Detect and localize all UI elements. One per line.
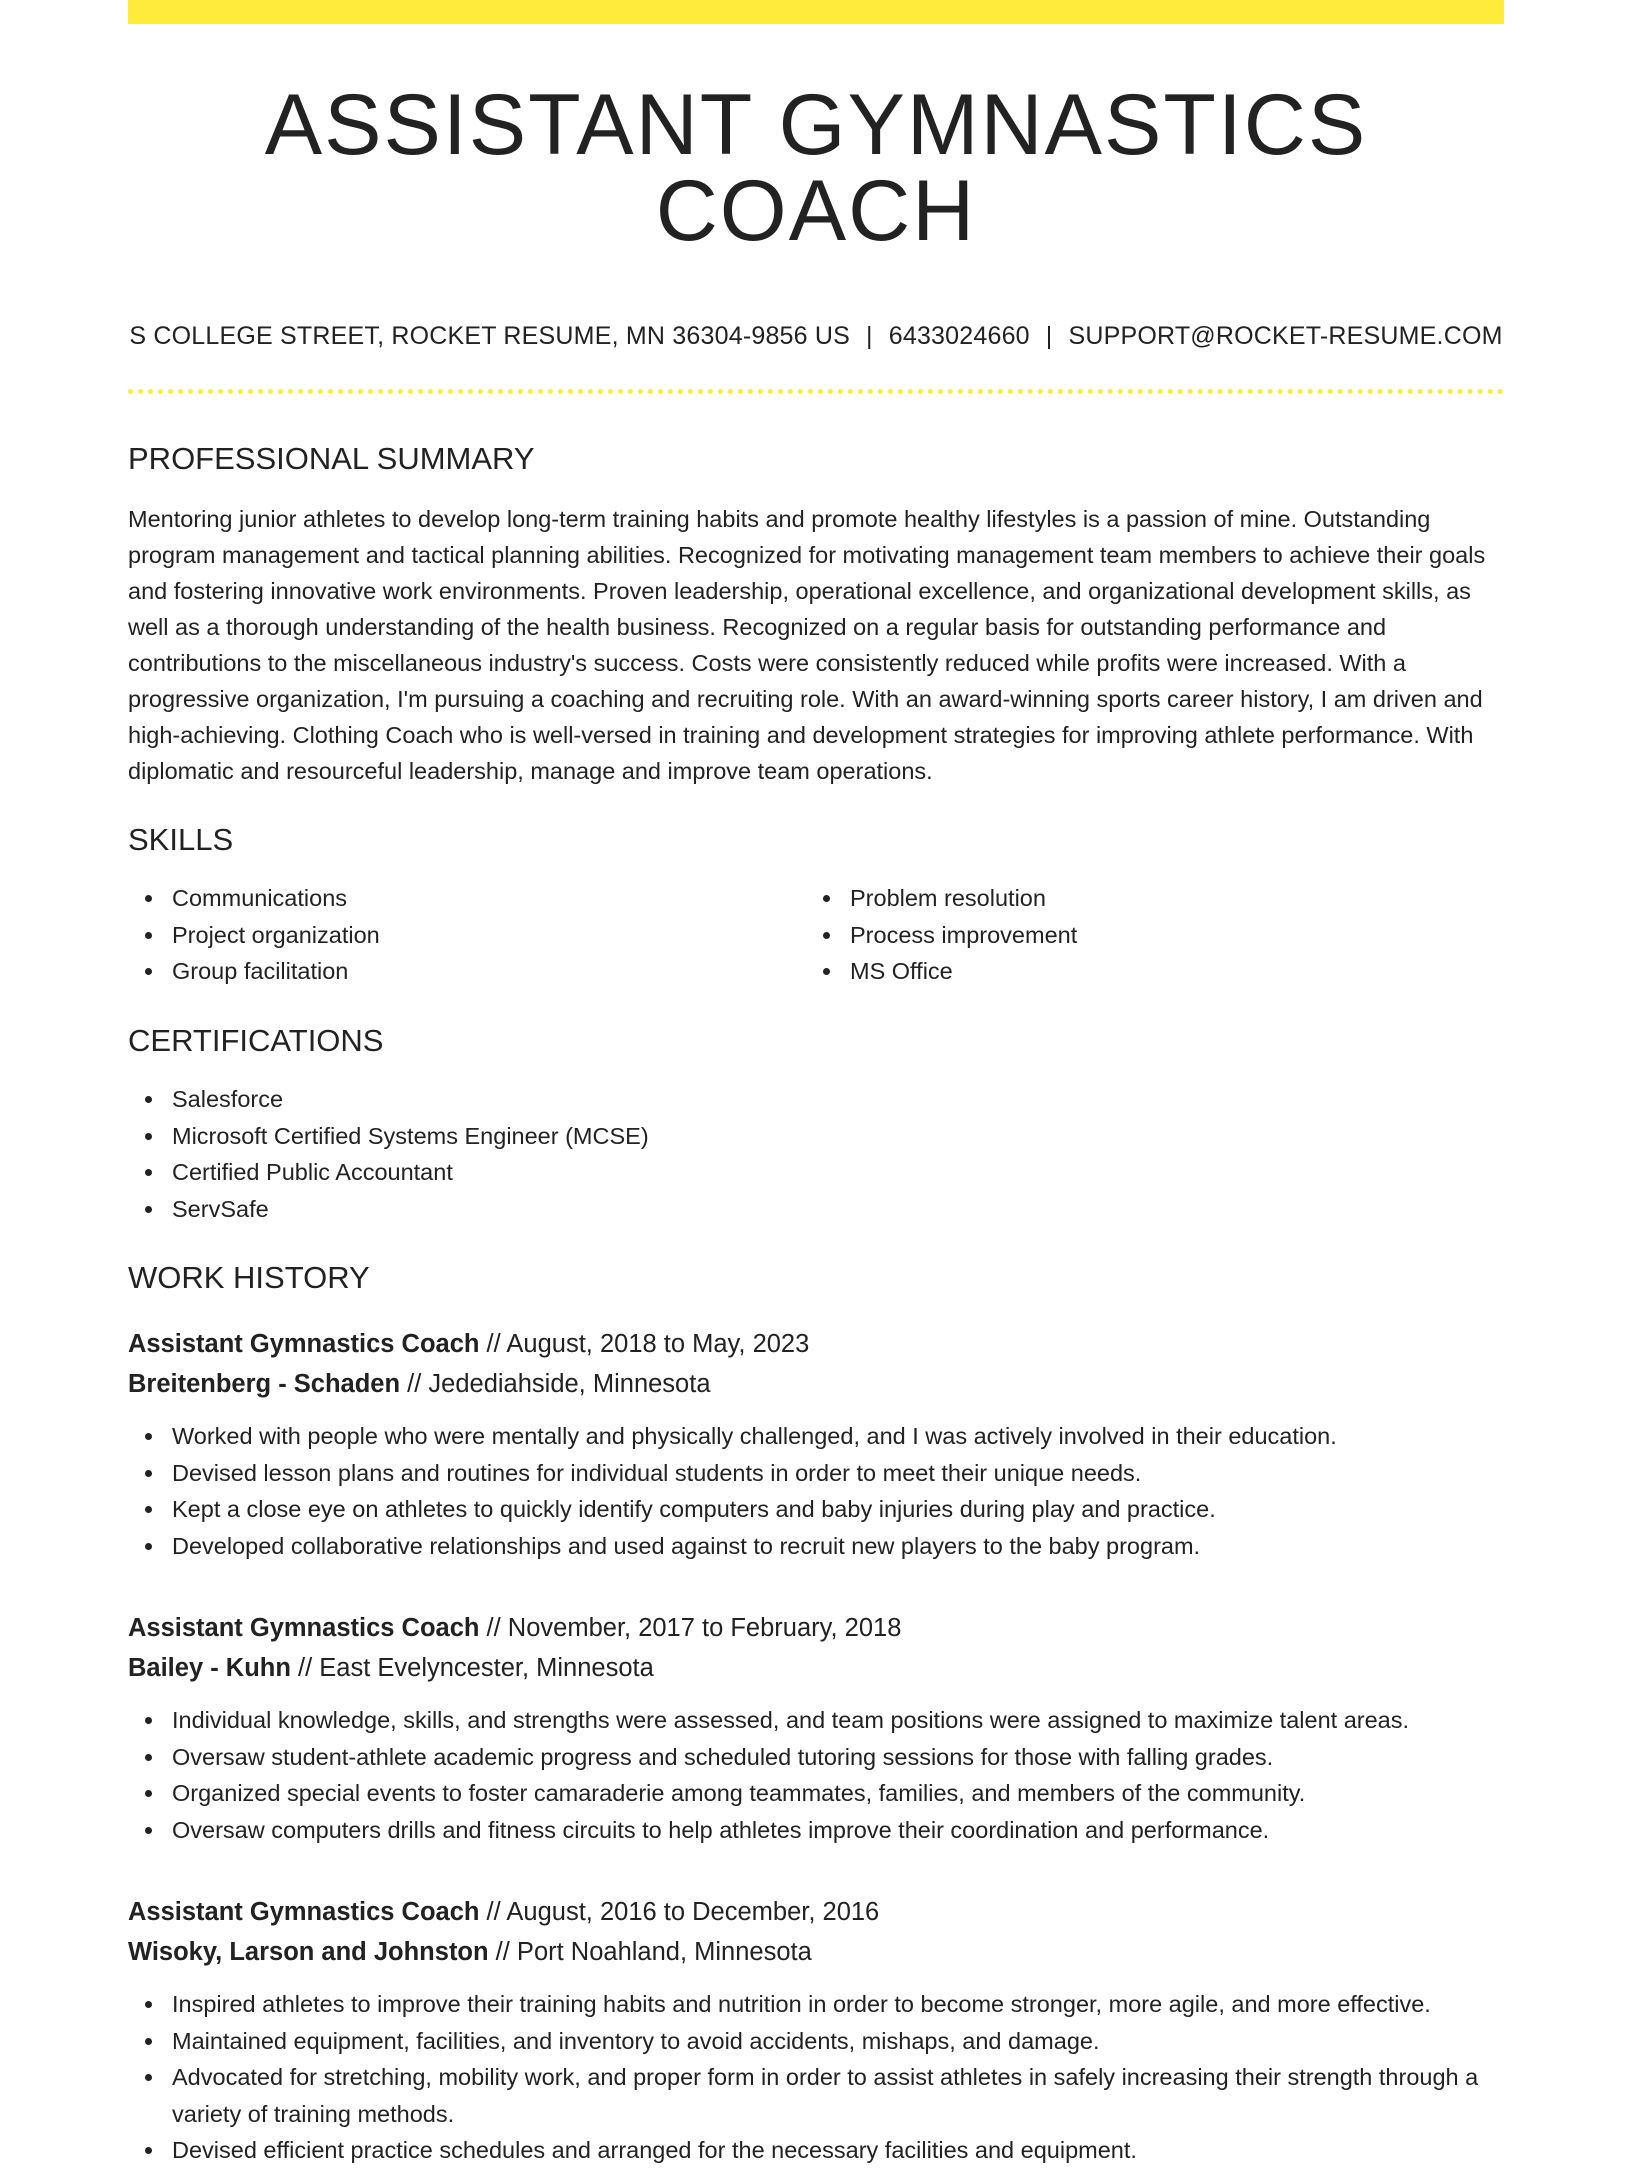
skill-item: Group facilitation (128, 953, 806, 990)
skills-list-left (128, 880, 806, 990)
certification-item: Salesforce (128, 1081, 1504, 1118)
job-location: // Jedediahside, Minnesota (400, 1370, 711, 1399)
certifications-heading: CERTIFICATIONS (128, 1022, 384, 1058)
skill-item: Project organization (128, 917, 806, 954)
job-bullet: Organized special events to foster camaraderie among teammates, families, and members of the community. (128, 1775, 1504, 1812)
skill-item: Process improvement (806, 917, 1484, 954)
certification-item: Certified Public Accountant (128, 1154, 1504, 1191)
skills-list-right (806, 880, 1484, 990)
contact-separator: | (866, 322, 873, 350)
job-title-line (128, 1892, 1504, 1932)
skills-columns (128, 880, 1504, 990)
job-bullet: Devised efficient practice schedules and arranged for the necessary facilities and equipment. (128, 2132, 1504, 2169)
job-company-line (128, 1364, 1504, 1404)
email-address: SUPPORT@ROCKET-RESUME.COM (1068, 322, 1503, 350)
job-title: Assistant Gymnastics Coach (128, 1898, 480, 1927)
skill-item: Communications (128, 880, 806, 917)
job-company: Bailey - Kuhn (128, 1654, 291, 1683)
job-company-line (128, 1932, 1504, 1972)
contact-separator: | (1045, 322, 1053, 350)
job-entry (128, 1608, 1504, 1848)
job-title: Assistant Gymnastics Coach (128, 1614, 480, 1643)
certification-item: Microsoft Certified Systems Engineer (MCSE) (128, 1118, 1504, 1155)
job-bullet: Maintained equipment, facilities, and inventory to avoid accidents, mishaps, and damage. (128, 2023, 1504, 2060)
job-company: Breitenberg - Schaden (128, 1370, 401, 1399)
job-title: Assistant Gymnastics Coach (128, 1330, 480, 1359)
job-location: // East Evelyncester, Minnesota (290, 1654, 654, 1683)
job-bullet: Kept a close eye on athletes to quickly identify computers and baby injuries during play and practice. (128, 1491, 1504, 1528)
job-location: // Port Noahland, Minnesota (488, 1938, 812, 1967)
certifications-list (128, 1081, 1504, 1227)
job-company: Wisoky, Larson and Johnston (128, 1938, 489, 1967)
job-entry (128, 1892, 1504, 2169)
job-company-line (128, 1648, 1504, 1688)
address: S COLLEGE STREET, ROCKET RESUME, MN 36304-9856 US (129, 322, 851, 350)
job-bullets (128, 1418, 1504, 1564)
job-bullet: Inspired athletes to improve their training habits and nutrition in order to become stronger, more agile, and more effective. (128, 1986, 1504, 2023)
phone-number: 6433024660 (888, 322, 1030, 350)
dotted-divider (128, 389, 1504, 394)
resume-page (128, 0, 1504, 2169)
skills-heading: SKILLS (128, 822, 234, 858)
job-bullets (128, 1986, 1504, 2169)
work-history-heading: WORK HISTORY (128, 1260, 370, 1296)
certification-item: ServSafe (128, 1191, 1504, 1228)
job-bullet: Oversaw student-athlete academic progress and scheduled tutoring sessions for those with falling grades. (128, 1739, 1504, 1776)
job-bullet: Worked with people who were mentally and physically challenged, and I was actively involved in their education. (128, 1418, 1504, 1455)
resume-title: ASSISTANT GYMNASTICS COACH (264, 77, 1368, 259)
job-bullet: Oversaw computers drills and fitness circuits to help athletes improve their coordination and performance. (128, 1812, 1504, 1849)
skills-section (128, 821, 1504, 990)
job-bullet: Advocated for stretching, mobility work, and proper form in order to assist athletes in safely increasing their strength through a variety of training methods. (128, 2059, 1504, 2132)
job-bullet: Developed collaborative relationships and used against to recruit new players to the baby program. (128, 1528, 1504, 1565)
contact-line (128, 324, 1504, 349)
summary-section (128, 440, 1504, 789)
skill-item: MS Office (806, 953, 1484, 990)
skill-item: Problem resolution (806, 880, 1484, 917)
job-title-line (128, 1608, 1504, 1648)
job-dates: // August, 2018 to May, 2023 (479, 1330, 810, 1359)
certifications-section (128, 1022, 1504, 1227)
summary-text: Mentoring junior athletes to develop long-term training habits and promote healthy lifestyles is a passion of mine. Outstanding program management and tactical planning abilities. Recognized for motivating management team members to achieve their goals and fostering innovative work environments. Proven leadership, operational excellence, and organizational development skills, as well as a thorough understanding of the health business. Recognized on a regular basis for outstanding performance and contributions to the miscellaneous industry's success. Costs were consistently reduced while profits were increased. With a progressive organization, I'm pursuing a coaching and recruiting role. With an award-winning sports career history, I am driven and high-achieving. Clothing Coach who is well-versed in training and development strategies for improving athlete performance. With diplomatic and resourceful leadership, manage and improve team operations. (128, 506, 1486, 785)
work-history-section (128, 1259, 1504, 2169)
job-bullet: Devised lesson plans and routines for individual students in order to meet their unique needs. (128, 1455, 1504, 1492)
accent-bar (128, 0, 1504, 24)
job-entry (128, 1324, 1504, 1564)
job-dates: // August, 2016 to December, 2016 (479, 1898, 880, 1927)
summary-heading: PROFESSIONAL SUMMARY (128, 441, 535, 476)
job-bullets (128, 1702, 1504, 1848)
job-bullet: Individual knowledge, skills, and strengths were assessed, and team positions were assigned to maximize talent areas. (128, 1702, 1504, 1739)
job-title-line (128, 1324, 1504, 1364)
job-dates: // November, 2017 to February, 2018 (479, 1614, 902, 1643)
